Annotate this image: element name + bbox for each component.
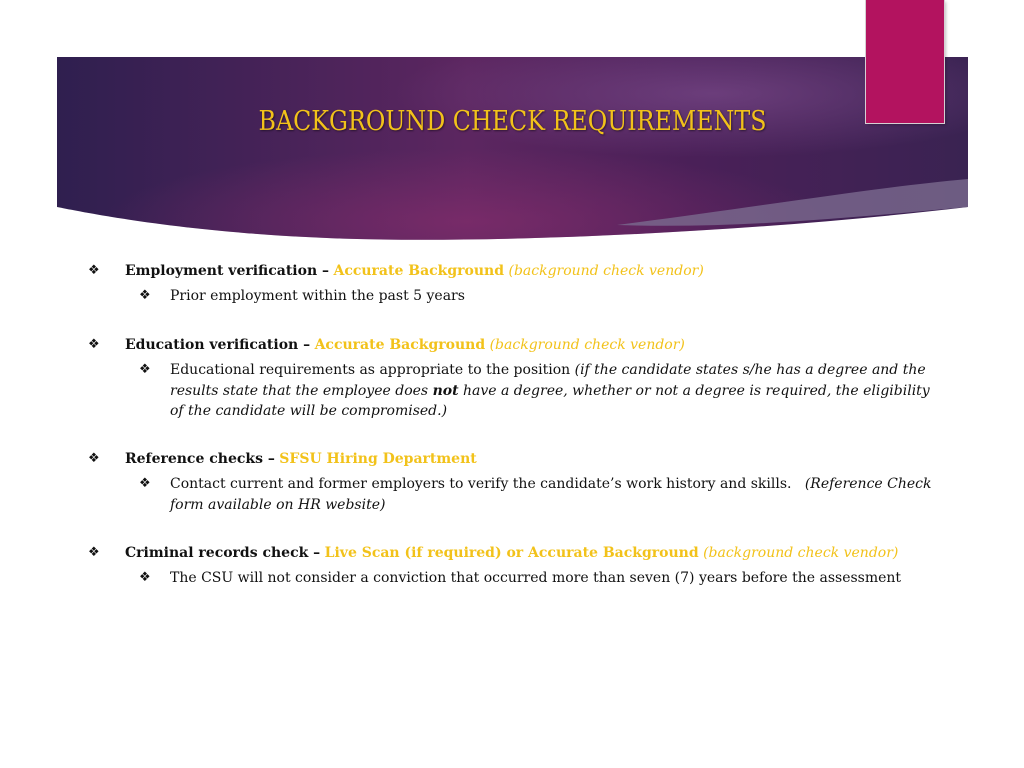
four-diamond-bullet-icon: ❖ — [88, 263, 100, 278]
section-highlight: Accurate Background — [314, 337, 486, 353]
section-heading — [125, 451, 477, 467]
section-heading — [125, 545, 898, 561]
sub-item — [170, 360, 940, 422]
sub-emphasis: not — [432, 382, 459, 399]
four-diamond-bullet-icon: ❖ — [88, 337, 100, 352]
four-diamond-bullet-icon: ❖ — [88, 545, 100, 560]
sub-text: Educational requirements as appropriate to the position — [170, 362, 571, 378]
section-highlight: Accurate Background — [333, 263, 505, 279]
section-highlight: Live Scan (if required) or Accurate Background — [324, 545, 699, 561]
sub-text: Contact current and former employers to verify the candidate’s work history and skills. — [170, 476, 792, 492]
section-heading — [125, 337, 685, 353]
section-highlight: SFSU Hiring Department — [279, 451, 477, 467]
section-label: Criminal records check – — [125, 545, 321, 561]
four-diamond-bullet-icon: ❖ — [88, 451, 100, 466]
title-banner — [57, 57, 968, 243]
section-heading — [125, 263, 704, 279]
section-label: Reference checks – — [125, 451, 275, 467]
four-diamond-bullet-icon: ❖ — [139, 476, 151, 491]
section-label: Education verification – — [125, 337, 311, 353]
slide-title: BACKGROUND CHECK REQUIREMENTS — [258, 106, 767, 137]
four-diamond-bullet-icon: ❖ — [139, 362, 151, 377]
section-note: (background check vendor) — [489, 337, 685, 353]
sub-item — [170, 474, 940, 515]
sub-item: The CSU will not consider a conviction that occurred more than seven (7) years before the assessment — [170, 570, 902, 586]
sub-italic-text: (Reference Check form available on HR website) — [170, 476, 932, 513]
four-diamond-bullet-icon: ❖ — [139, 570, 151, 585]
sub-italic-text: (if the candidate states s/he has a degree and the results state that the employee does — [170, 362, 926, 399]
four-diamond-bullet-icon: ❖ — [139, 288, 151, 303]
sub-item: Prior employment within the past 5 years — [170, 288, 465, 304]
section-note: (background check vendor) — [703, 545, 899, 561]
section-note: (background check vendor) — [508, 263, 704, 279]
decorative-tab — [866, 0, 944, 123]
section-label: Employment verification – — [125, 263, 329, 279]
sub-italic-text: have a degree, whether or not a degree is required, the eligibility of the candidate will be compromised.) — [170, 382, 930, 419]
